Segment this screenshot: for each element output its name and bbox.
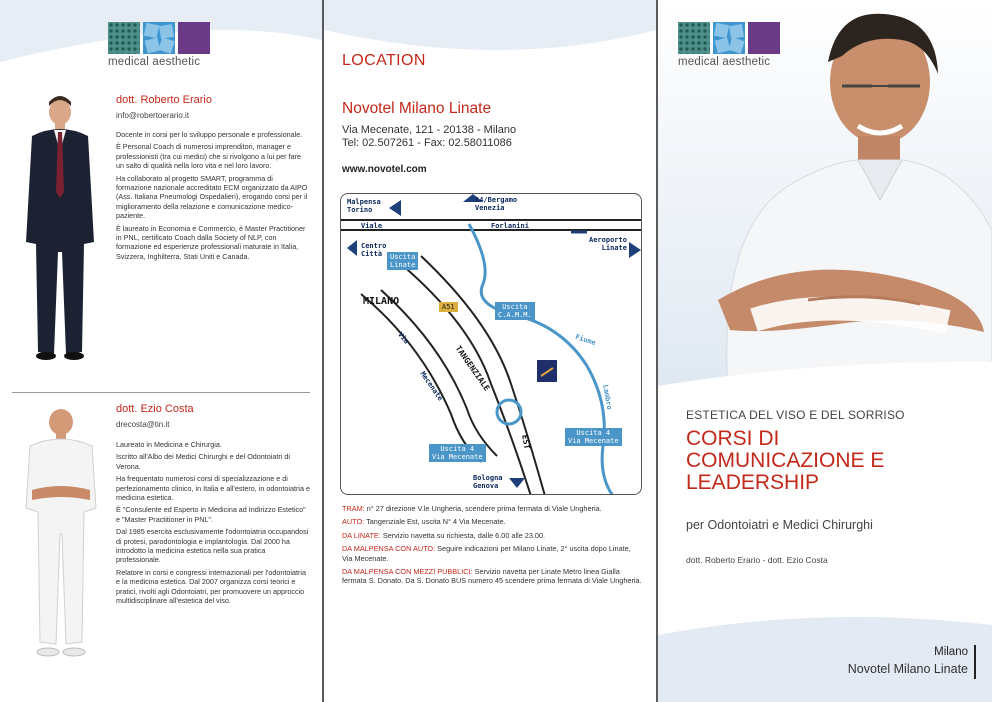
map-label-fiume: Fiume	[574, 332, 597, 348]
bio-paragraph: Ha collaborato al progetto SMART, programma di formazione nazionale accreditato ECM organizzato da AIPO (Ass. Italiana Pneumologi Ospedalieri), erogando corsi per il miglioramento della relazione e comunicazione medico-paziente.	[116, 173, 308, 221]
doctor-costa-name: dott. Ezio Costa	[116, 403, 194, 415]
map-label-malpensa: Malpensa Torino	[347, 198, 381, 214]
bio-paragraph: Iscritto all'Albo dei Medici Chirurghi e del Odontoiatri di Verona.	[116, 452, 290, 471]
address-line: Via Mecenate, 121 - 20138 - Milano	[342, 124, 517, 136]
bio-paragraph: È "Consulente ed Esperto in Medicina ad Indirizzo Estetico" e "Master Practitioner in PNL".	[116, 505, 306, 524]
cover-title	[686, 428, 884, 494]
direction-label: DA LINATE:	[342, 530, 381, 540]
directions	[342, 504, 642, 590]
doctor-costa-bio	[116, 440, 310, 609]
bio-paragraph: Ha frequentato numerosi corsi di specializzazione e di perfezionamento clinico, in Italia e all'estero, in odontoiatria e medicina estetica.	[116, 474, 310, 503]
doctor-erario-bio	[116, 130, 310, 264]
event-venue: Novotel Milano Linate	[847, 662, 968, 676]
doctor-erario-email[interactable]: info@robertoerario.it	[116, 111, 190, 120]
bio-paragraph: Relatore in corsi e congressi internazionali per l'odontoiatria e la medicina estetica. Dal 2007 organizza corsi teorici e pratici, rivolti agli Odontoiatri, per promuovere un approccio multidisciplinare all'estetica del viso.	[116, 567, 306, 606]
event-city: Milano	[934, 646, 968, 658]
map-label-viale: Viale	[361, 222, 383, 230]
doctor-costa-photo	[16, 404, 106, 670]
venue-accent-bar	[974, 645, 976, 679]
location-panel	[324, 0, 656, 702]
logo-tile-dots	[678, 22, 710, 54]
phone-line: Tel: 02.507261 - Fax: 02.58011086	[342, 137, 512, 149]
location-title: LOCATION	[342, 52, 426, 69]
bio-paragraph: È laureato in Economia e Commercio, è Master Practitioner in PNL, certificato Coach dalla Society of NLP, con formazione ed esperienze professionali maturate in Italia, Svizzera, Inghilterra, Stati Uniti e Canada.	[116, 223, 306, 261]
location-map	[340, 193, 642, 495]
logo-tile-purple	[178, 22, 210, 54]
map-label-est: EST	[520, 434, 532, 450]
map-label-tangenziale: TANGENZIALE	[453, 344, 492, 393]
hotel-name: Novotel Milano Linate	[342, 100, 492, 117]
direction-label: AUTO:	[342, 517, 365, 527]
bio-paragraph: È Personal Coach di numerosi imprenditori, manager e professionisti (tra cui medici) che si rivolgono a lui per fare un salto di qualità nella loro vita e nel loro lavoro.	[116, 142, 301, 171]
hotel-address	[342, 124, 516, 150]
direction-label: DA MALPENSA CON AUTO:	[342, 544, 436, 554]
map-label-centro: Centro Città	[361, 242, 387, 258]
cover-panel	[658, 0, 992, 702]
cover-title-line: LEADERSHIP	[686, 471, 820, 494]
cover-wave	[658, 360, 992, 400]
bio-paragraph: Docente in corsi per lo sviluppo personale e professionale.	[116, 130, 303, 139]
cover-tagline: per Odontoiatri e Medici Chirurghi	[686, 518, 873, 532]
hotel-website-link[interactable]: www.novotel.com	[342, 164, 427, 175]
map-label-aeroporto: Aeroporto Linate	[589, 236, 627, 252]
direction-item: TRAM: n° 27 direzione V.le Ungheria, scendere prima fermata di Viale Ungheria.	[342, 504, 602, 513]
brand-logo	[108, 22, 210, 68]
bio-paragraph: Dal 1985 esercita esclusivamente l'odontoiatria occupandosi di protesi, parodontologia e implantologia. Dal 2000 ha introdotto la medicina estetica nella sua pratica professionale.	[116, 527, 309, 565]
logo-tile-dots	[108, 22, 140, 54]
brand-logo	[678, 22, 780, 68]
direction-label: TRAM:	[342, 504, 365, 513]
section-divider	[12, 392, 310, 393]
map-exit-linate: Uscita Linate	[387, 252, 418, 270]
logo-tile-blue	[713, 22, 745, 54]
cover-title-line: COMUNICAZIONE E	[686, 449, 885, 472]
doctor-erario-name: dott. Roberto Erario	[116, 94, 212, 106]
direction-item: DA MALPENSA CON AUTO: Seguire indicazioni per Milano Linate, 2° uscita dopo Linate, Via Mecenate.	[342, 544, 631, 563]
doctor-costa-email[interactable]: drecosta@tin.it	[116, 420, 170, 429]
doctor-erario-photo	[18, 92, 102, 362]
map-label-mecenate: Mecenate	[418, 370, 445, 403]
direction-item: AUTO: Tangenziale Est, uscita N° 4 Via Mecenate.	[342, 517, 506, 527]
logo-tile-purple	[748, 22, 780, 54]
direction-label: DA MALPENSA CON MEZZI PUBBLICI:	[342, 567, 473, 577]
cover-title-line: CORSI DI	[686, 427, 780, 450]
logo-text: medical aesthetic	[678, 56, 771, 68]
logo-tile-blue	[143, 22, 175, 54]
map-label-bologna: Bologna Genova	[473, 474, 503, 490]
bio-paragraph: Laureato in Medicina e Chirurgia.	[116, 440, 222, 449]
direction-item: DA LINATE: Servizio navetta su richiesta, dalle 6.00 alle 23.00.	[342, 530, 546, 540]
map-exit-camm: Uscita C.A.M.M.	[495, 302, 535, 320]
cover-subhead: ESTETICA DEL VISO E DEL SORRISO	[686, 408, 905, 422]
map-label-a4: A4/Bergamo Venezia	[475, 196, 518, 212]
map-label-lambro: Lambro	[601, 384, 614, 411]
map-label-milano: MILANO	[363, 296, 400, 307]
cover-authors: dott. Roberto Erario - dott. Ezio Costa	[686, 555, 828, 565]
doctors-panel	[0, 0, 322, 702]
logo-text: medical aesthetic	[108, 56, 201, 68]
map-label-via: Via	[396, 330, 411, 346]
map-exit-4-left: Uscita 4 Via Mecenate	[429, 444, 486, 462]
direction-item: DA MALPENSA CON MEZZI PUBBLICI: Servizio navetta per Linate Metro linea Gialla fermata S. Donato. Da S. Donato BUS numero 45 scendere prima fermata di Viale Ungheria.	[342, 567, 642, 586]
map-a51-badge: A51	[439, 302, 458, 312]
map-label-forlanini: Forlanini	[491, 222, 529, 230]
map-exit-4-right: Uscita 4 Via Mecenate	[565, 428, 622, 446]
